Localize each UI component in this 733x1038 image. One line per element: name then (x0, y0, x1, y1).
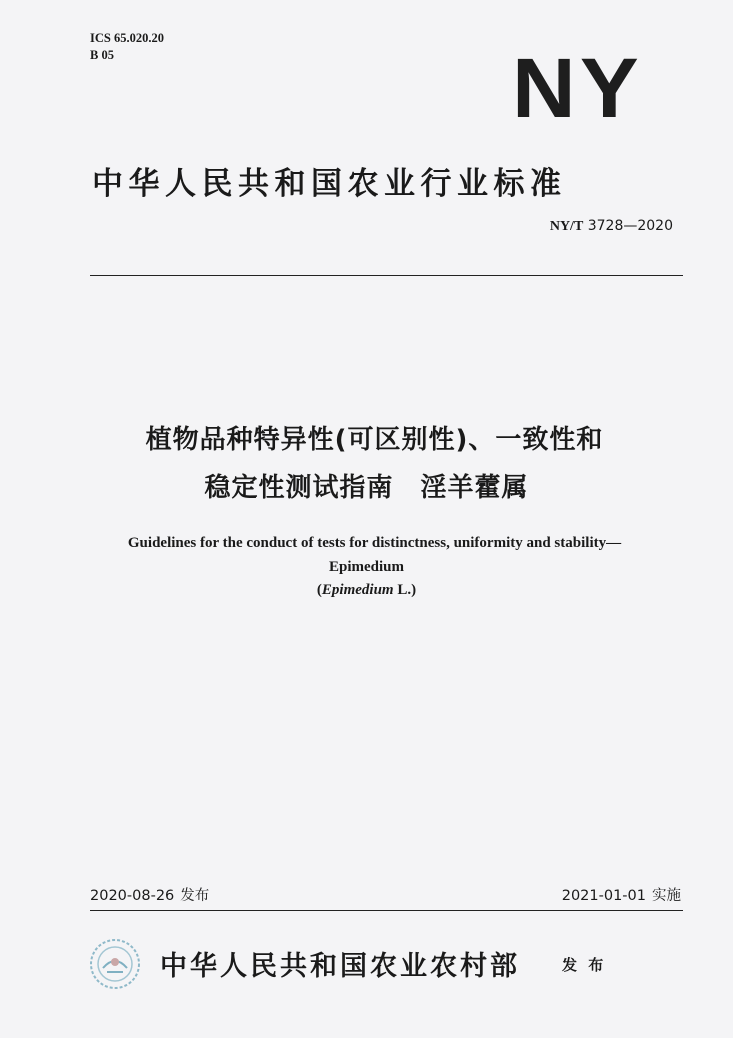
implementation-date-value: 2021-01-01 (561, 888, 646, 904)
standard-number-value: 3728—2020 (587, 218, 673, 234)
header-divider (90, 275, 683, 276)
english-title-author: L.) (393, 582, 417, 598)
issue-date-label: 发布 (180, 888, 210, 904)
english-title-line-1: Guidelines for the conduct of tests for distinctness, uniformity and stability— (127, 535, 622, 551)
publisher-label: 发 布 (562, 956, 607, 974)
footer-divider (90, 910, 683, 911)
ccs-code: B 05 (90, 48, 114, 62)
ny-logo: NY (512, 41, 643, 135)
implementation-date (562, 884, 681, 905)
english-title-paren: ( (316, 582, 322, 598)
chinese-title-line-2: 稳定性测试指南 淫羊藿属 (204, 473, 529, 503)
ministry-seal-icon (89, 938, 141, 990)
classification-codes (90, 30, 164, 64)
english-title-line-3 (0, 582, 733, 599)
standard-number (550, 218, 673, 235)
issue-date-value: 2020-08-26 (90, 888, 175, 904)
implementation-date-label: 实施 (652, 888, 681, 904)
ics-code: ICS 65.020.20 (90, 31, 164, 45)
standard-category-title: 中华人民共和国农业行业标准 (92, 166, 567, 202)
english-title-genus: Epimedium (321, 582, 394, 598)
english-title-line-2: Epimedium (328, 559, 404, 575)
issue-date (90, 884, 209, 905)
publisher-name: 中华人民共和国农业农村部 (160, 951, 520, 982)
standard-number-prefix: NY/T (549, 219, 584, 234)
chinese-title-line-1: 植物品种特异性(可区别性)、一致性和 (145, 425, 604, 455)
